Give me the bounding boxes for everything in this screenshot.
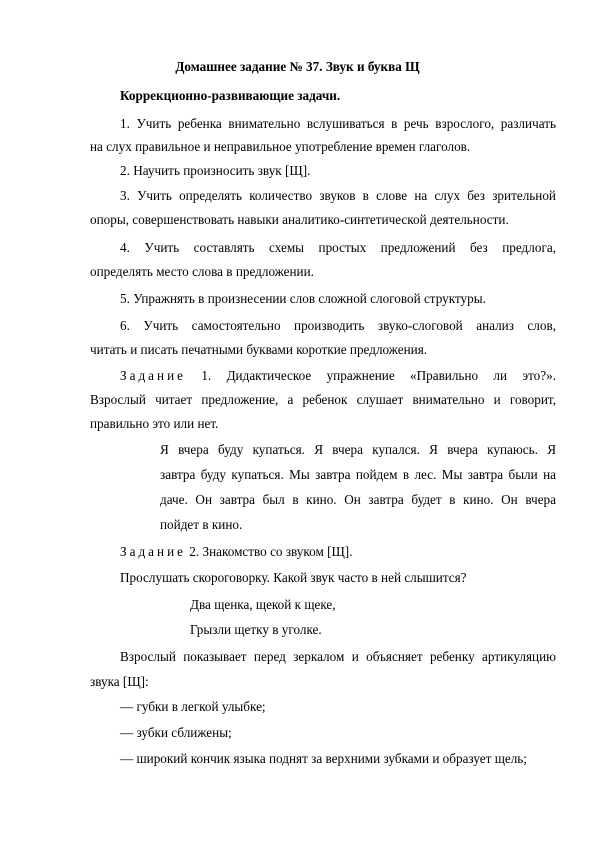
task-1-line-1: 1. Учить ребенка внимательно вслушиваться в речь взрослого, различать [120,116,556,131]
task-1-line-2: на слух правильное и неправильное употребление времен глаголов. [90,139,471,154]
tongue-twister-line-1: Два щенка, щекой к щеке, [190,597,336,612]
exercise-1-line-3: правильно это или нет. [90,416,219,431]
example-sentences-line-4: пойдет в кино. [160,517,243,532]
exercise-1-title: 1. Дидактическое упражнение «Правильно ли это?». [186,368,556,383]
exercise-1-label: Задание [120,368,186,383]
articulation-item-2: — зубки сближены; [120,725,232,740]
task-4-line-1: 4. Учить составлять схемы простых предложений без предлога, [120,240,556,255]
example-sentences-line-2: завтра буду купаться. Мы завтра пойдем в лес. Мы завтра были на [160,467,556,482]
section-heading: Коррекционно-развивающие задачи. [120,88,341,103]
adult-instruction-line-2: звука [Щ]: [90,674,149,689]
task-3-line-2: опоры, совершенствовать навыки аналитико-синтетической деятельности. [90,212,509,227]
task-4-line-2: определять место слова в предложении. [90,264,314,279]
exercise-2-line [120,543,586,560]
tongue-twister-line-2: Грызли щетку в уголке. [190,622,322,637]
task-3-line-1: 3. Учить определять количество звуков в слове на слух без зрительной [120,188,556,203]
exercise-2-title: 2. Знакомство со звуком [Щ]. [186,544,353,559]
example-sentences-line-1: Я вчера буду купаться. Я вчера купался. Я вчера купаюсь. Я [160,442,556,457]
task-5: 5. Упражнять в произнесении слов сложной слоговой структуры. [120,291,486,306]
articulation-item-1: — губки в легкой улыбке; [120,699,266,714]
exercise-1-line-1 [120,367,556,384]
task-6-line-2: читать и писать печатными буквами короткие предложения. [90,342,428,357]
articulation-item-3: — широкий кончик языка поднят за верхними зубками и образует щель; [120,751,527,766]
task-6-line-1: 6. Учить самостоятельно производить звуко-слоговой анализ слов, [120,318,556,333]
listen-instruction: Прослушать скороговорку. Какой звук часто в ней слышится? [120,570,467,585]
example-sentences-line-3: даче. Он завтра был в кино. Он завтра будет в кино. Он вчера [160,492,556,507]
task-2: 2. Научить произносить звук [Щ]. [120,163,311,178]
adult-instruction-line-1: Взрослый показывает перед зеркалом и объясняет ребенку артикуляцию [120,649,556,664]
exercise-2-label: Задание [120,544,186,559]
page-title: Домашнее задание № 37. Звук и буква Щ [175,59,420,74]
exercise-1-line-2: Взрослый читает предложение, а ребенок слушает внимательно и говорит, [90,392,556,407]
